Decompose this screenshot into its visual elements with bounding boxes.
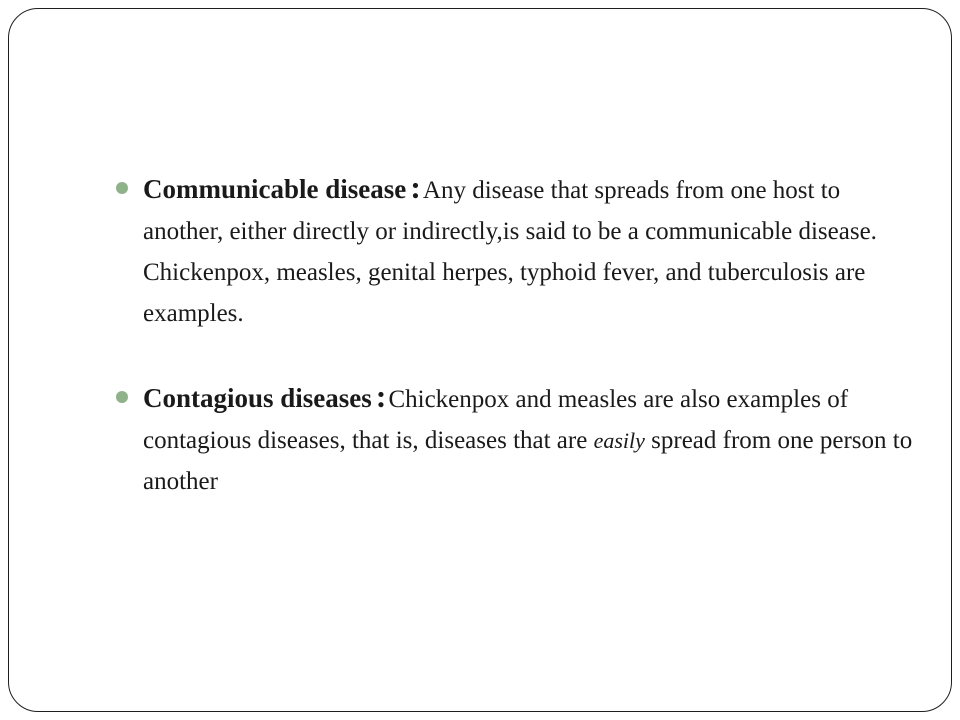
bullet-communicable-disease (113, 167, 913, 334)
emphasis-text: easily (593, 428, 645, 453)
term-colon: : (375, 378, 387, 414)
definition-text: Chickenpox and measles are also examples of contagious diseases, that is, diseases that are (143, 386, 849, 454)
term-heading: Contagious diseases (143, 383, 372, 413)
bullet-dot-icon (116, 182, 128, 194)
bullet-dot-icon (116, 391, 128, 403)
definition-text: Any disease that spreads from one host to another, either directly or indirectly,is said to be a communicable disease. Chickenpox, measles, genital herpes, typhoid fever, and tuberculosis are examples. (143, 177, 877, 327)
definition-text-end: spread from one person to another (143, 427, 913, 495)
bullet-list (113, 167, 913, 502)
slide-frame (8, 8, 952, 712)
term-colon: : (410, 169, 421, 205)
bullet-contagious-diseases (113, 376, 913, 502)
term-heading: Communicable disease (143, 174, 407, 204)
